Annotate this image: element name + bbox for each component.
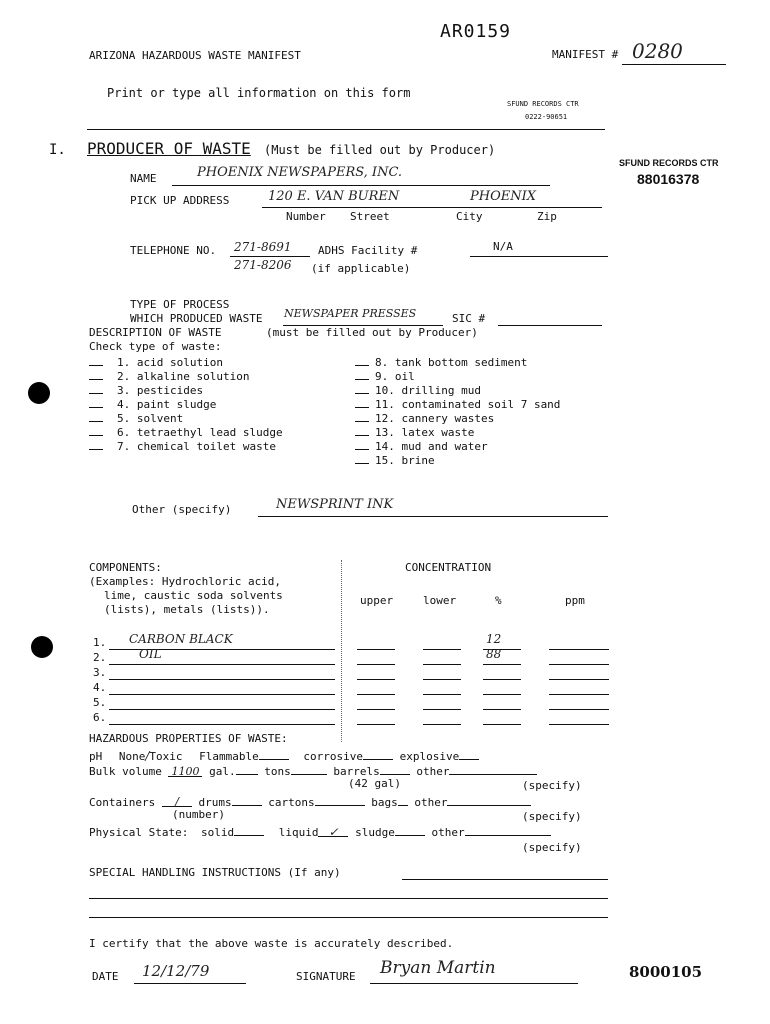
check-blank[interactable] [89,438,103,450]
address-line [262,207,602,208]
ppm-line [549,664,609,665]
check-blank[interactable] [355,382,369,394]
waste-type-item [355,424,560,438]
address-sub-zip: Zip [537,210,557,223]
punch-hole-top [28,382,50,404]
bulk-label: Bulk volume [89,765,162,778]
none-mark: / [145,749,150,763]
containers-other-label: other [414,796,448,809]
check-blank[interactable] [355,354,369,366]
components-label: COMPONENTS: [89,561,162,574]
address-value: 120 E. VAN BUREN [268,189,400,204]
process-value: NEWSPAPER PRESSES [284,307,417,320]
waste-type-item [355,354,560,368]
waste-type-label: 5. solvent [117,412,184,425]
cartons-label: cartons [268,796,315,809]
col-lower: lower [423,594,457,607]
components-example-3: (lists), metals (lists)). [104,603,270,616]
component-num: 2. [93,651,107,664]
components-example-2: lime, caustic soda solvents [104,589,283,602]
ph-row [89,748,479,764]
ppm-line [549,724,609,725]
check-blank[interactable] [89,368,103,380]
lower-line [423,649,461,650]
phone-label: TELEPHONE NO. [130,244,217,257]
waste-type-item [355,452,560,466]
containers-label: Containers [89,796,156,809]
records-stamp-line-2: 88016378 [637,171,700,187]
name-label: NAME [130,172,157,185]
handling-line-3 [89,917,608,918]
certify-statement: I certify that the above waste is accurately described. [89,937,454,950]
component-name: CARBON BLACK [129,632,233,646]
col-ppm: ppm [565,594,585,607]
form-instructions: Print or type all information on this form [107,86,411,100]
waste-type-label: 9. oil [375,370,415,383]
drums-blank[interactable] [232,794,262,806]
address-sub-city: City [456,210,483,223]
waste-type-label: 3. pesticides [117,384,204,397]
component-name-line [109,724,335,725]
percent-line [483,679,521,680]
component-num: 4. [93,681,107,694]
document-number: 8000105 [629,963,703,981]
ppm-line [549,694,609,695]
tons-label: tons [264,765,291,778]
manifest-number: 0280 [632,39,683,63]
handling-line-1 [402,879,608,880]
containers-other-blank[interactable] [447,794,531,806]
properties-title: HAZARDOUS PROPERTIES OF WASTE: [89,732,288,745]
punch-hole-bottom [31,636,53,658]
gal-blank[interactable] [236,763,258,775]
waste-type-label: 11. contaminated soil 7 sand [375,398,561,411]
check-blank[interactable] [89,382,103,394]
adhs-value: N/A [493,240,513,253]
waste-type-label: 12. cannery wastes [375,412,495,425]
barrels-note: (42 gal) [348,777,401,790]
bulk-value: 1100 [168,765,202,777]
bulk-specify: (specify) [522,779,582,792]
waste-type-item [89,354,283,368]
percent-line [483,709,521,710]
component-row [93,711,613,726]
physical-label: Physical State: [89,826,189,839]
lower-line [423,664,461,665]
component-row [93,696,613,711]
signature-label: SIGNATURE [296,970,356,983]
name-line [172,185,550,186]
description-note: (must be filled out by Producer) [266,326,478,339]
sludge-blank[interactable] [395,824,425,836]
containers-specify: (specify) [522,810,582,823]
check-blank[interactable] [89,410,103,422]
waste-type-item [355,438,560,452]
phone-line [230,256,310,257]
upper-line [357,649,395,650]
component-row [93,632,613,651]
lower-line [423,679,461,680]
document-id: AR0159 [440,21,512,42]
col-percent: % [495,594,502,607]
gal-label: gal. [209,765,236,778]
check-blank[interactable] [355,368,369,380]
check-blank[interactable] [355,438,369,450]
col-upper: upper [360,594,394,607]
solid-blank[interactable] [234,824,264,836]
waste-type-label: 10. drilling mud [375,384,481,397]
toxic-label: Toxic [149,750,183,763]
physical-state-row [89,824,551,840]
component-row [93,647,613,666]
waste-type-label: 8. tank bottom sediment [375,356,528,369]
concentration-label: CONCENTRATION [405,561,492,574]
waste-type-label: 6. tetraethyl lead sludge [117,426,283,439]
waste-type-label: 15. brine [375,454,435,467]
component-name: OIL [139,647,162,661]
section-title: PRODUCER OF WASTE [87,139,251,158]
lower-line [423,709,461,710]
component-percent: 88 [486,647,502,661]
component-num: 1. [93,636,107,649]
components-rows [93,632,613,726]
component-row [93,681,613,696]
sic-label: SIC # [452,312,486,325]
components-example-1: (Examples: Hydrochloric acid, [89,575,282,588]
lower-line [423,724,461,725]
upper-line [357,709,395,710]
address-sub-street: Street [350,210,390,223]
component-row [93,666,613,681]
upper-line [357,724,395,725]
waste-type-item [355,396,560,410]
corrosive-blank[interactable] [363,748,393,760]
section-note: (Must be filled out by Producer) [264,143,496,157]
waste-type-list-left [89,354,283,452]
drums-label: drums [198,796,232,809]
process-label-2: WHICH PRODUCED WASTE [130,312,263,325]
date-value: 12/12/79 [142,962,210,980]
waste-type-label: 4. paint sludge [117,398,217,411]
component-name-line [109,694,335,695]
bulk-other-label: other [416,765,450,778]
other-label: Other (specify) [132,503,232,516]
signature-line [370,983,578,984]
check-blank[interactable] [355,424,369,436]
physical-other-blank[interactable] [465,824,551,836]
other-line [258,516,608,517]
check-blank[interactable] [89,354,103,366]
stamp-small-line-2: 0222-90651 [525,113,568,121]
containers-row [89,794,531,810]
waste-type-list-right [355,354,560,466]
flammable-label: Flammable [199,750,259,763]
check-blank[interactable] [89,396,103,408]
address-label: PICK UP ADDRESS [130,194,230,207]
liquid-label: liquid [278,826,319,839]
component-percent: 12 [486,632,502,646]
manifest-number-line [622,64,726,65]
form-title: ARIZONA HAZARDOUS WASTE MANIFEST [89,49,301,62]
bulk-other-blank[interactable] [449,763,537,775]
waste-type-item [89,410,283,424]
check-type-label: Check type of waste: [89,340,222,353]
ppm-line [549,709,609,710]
adhs-label: ADHS Facility # [318,244,418,257]
physical-other-label: other [431,826,465,839]
waste-type-label: 2. alkaline solution [117,370,250,383]
waste-type-label: 1. acid solution [117,356,223,369]
waste-type-item [89,438,283,452]
none-label: None [118,750,146,763]
check-blank[interactable] [355,410,369,422]
header-divider [87,129,605,130]
bags-label: bags [371,796,398,809]
waste-type-item [355,410,560,424]
component-name-line [109,709,335,710]
upper-line [357,664,395,665]
date-label: DATE [92,970,119,983]
percent-line [483,724,521,725]
waste-type-label: 14. mud and water [375,440,488,453]
percent-line [483,664,521,665]
explosive-blank[interactable] [459,748,479,760]
phone-value-2: 271-8206 [234,258,292,272]
liquid-mark: ✓ [318,825,348,837]
bags-blank[interactable] [398,794,408,806]
ph-label: pH [89,750,103,763]
phone-value-1: 271-8691 [234,240,292,254]
barrels-label: barrels [333,765,380,778]
check-blank[interactable] [89,424,103,436]
ppm-line [549,649,609,650]
waste-type-item [89,382,283,396]
containers-note: (number) [172,808,225,821]
containers-mark: / [162,795,192,807]
stamp-small-line-1: SFUND RECORDS CTR [507,100,579,108]
bulk-row [89,763,537,779]
flammable-blank[interactable] [259,748,289,760]
corrosive-label: corrosive [303,750,364,763]
waste-type-item [89,368,283,382]
check-blank[interactable] [355,452,369,464]
adhs-note: (if applicable) [311,262,411,275]
tons-blank[interactable] [291,763,327,775]
other-value: NEWSPRINT INK [276,497,394,512]
name-value: PHOENIX NEWSPAPERS, INC. [197,165,403,180]
ppm-line [549,679,609,680]
upper-line [357,679,395,680]
cartons-blank[interactable] [315,794,365,806]
adhs-line [470,256,608,257]
city-value: PHOENIX [470,189,536,204]
handling-line-2 [89,898,608,899]
manifest-label: MANIFEST # [552,48,619,61]
barrels-blank[interactable] [380,763,410,775]
component-num: 5. [93,696,107,709]
waste-type-item [355,368,560,382]
component-name-line [109,664,335,665]
physical-specify: (specify) [522,841,582,854]
upper-line [357,694,395,695]
address-sub-number: Number [286,210,326,223]
waste-type-item [89,396,283,410]
waste-type-label: 13. latex waste [375,426,475,439]
solid-label: solid [200,826,235,839]
explosive-label: explosive [399,750,460,763]
waste-type-label: 7. chemical toilet waste [117,440,276,453]
check-blank[interactable] [355,396,369,408]
process-label-1: TYPE OF PROCESS [130,298,230,311]
date-line [134,983,246,984]
component-num: 3. [93,666,107,679]
percent-line [483,694,521,695]
records-stamp-line-1: SFUND RECORDS CTR [619,158,719,168]
lower-line [423,694,461,695]
component-name-line [109,679,335,680]
sic-line [498,325,602,326]
waste-type-item [355,382,560,396]
signature-value: Bryan Martin [380,958,496,978]
section-number: I. [49,142,66,158]
sludge-label: sludge [355,826,395,839]
waste-type-item [89,424,283,438]
component-num: 6. [93,711,107,724]
description-title: DESCRIPTION OF WASTE [89,326,222,339]
handling-label: SPECIAL HANDLING INSTRUCTIONS (If any) [89,866,341,879]
